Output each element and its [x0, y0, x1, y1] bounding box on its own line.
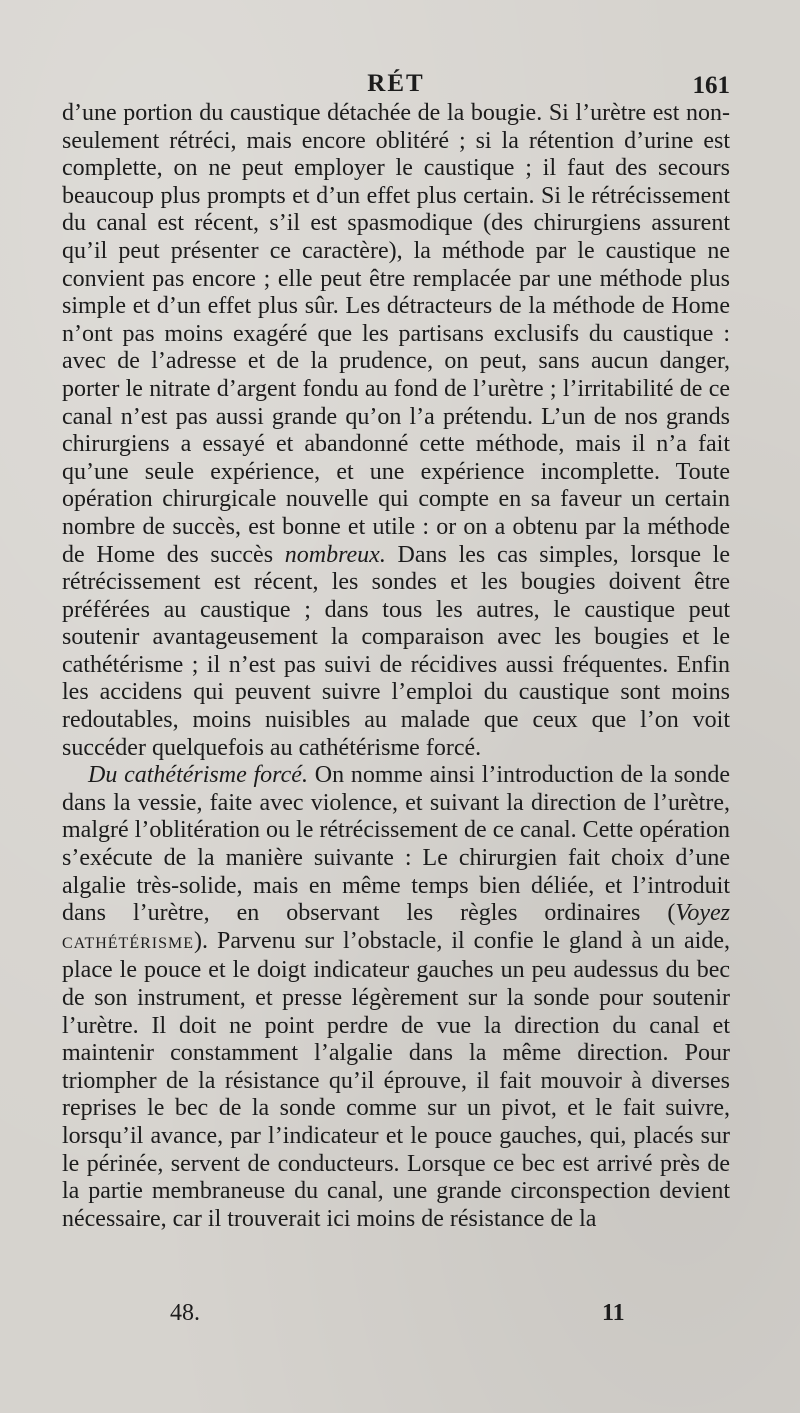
- paragraph-caustique: [62, 100, 730, 762]
- paragraph-text-continued: Dans les cas simples, lorsque le rétrécissement est récent, les sondes et les bougies doivent être préférées au caustique ; dans tous les autres, le caustique peut soutenir avantageusement la comparaison avec les bougies et le cathétérisme ; il n’est pas suivi de récidives aussi fréquentes. Enfin les accidens qui peuvent suivre l’emploi du caustique sont moins redoutables, moins nuisibles au malade que ceux que l’on voit succéder quelquefois au cathétérisme forcé.: [62, 541, 730, 761]
- running-head: [62, 70, 730, 100]
- volume-number: 48.: [170, 1300, 200, 1326]
- section-heading: Du cathétérisme forcé.: [88, 762, 308, 789]
- body-text: [62, 100, 730, 1233]
- running-title: RÉT: [367, 70, 425, 97]
- paragraph-text: On nomme ainsi l’introduction de la sonde dans la vessie, faite avec violence, et suivant la direction de l’urètre, malgré l’oblitération ou le rétrécissement de ce canal. Cette opération s’exécute de la manière suivante : Le chirurgien fait choix d’une algalie très-solide, mais en même temps bien déliée, et l’introduit dans l’urètre, en observant les règles ordinaires (: [62, 762, 730, 927]
- paragraph-text-continued: ). Parvenu sur l’obstacle, il confie le gland à un aide, place le pouce et le doigt indicateur gauches un peu audessus du bec de son instrument, et presse légèrement sur la sonde pour soutenir l’urètre. Il doit ne point perdre de vue la direction du canal et maintenir constamment l’algalie dans la même direction. Pour triompher de la résistance qu’il éprouve, il fait mouvoir à diverses reprises le bec de la sonde comme sur un pivot, et le fait suivre, lorsqu’il avance, par l’indicateur et le pouce gauches, qui, placés sur le périnée, servent de conducteurs. Lorsque ce bec est arrivé près de la partie membraneuse du canal, une grande circonspection devient nécessaire, car il trouverait ici moins de résistance de la: [62, 927, 730, 1232]
- emphasis-nombreux: nombreux.: [284, 541, 386, 568]
- signature-mark: 11: [602, 1300, 625, 1326]
- page-footer: [62, 1300, 730, 1330]
- voyez-label: Voyez: [675, 900, 730, 927]
- paragraph-catheterisme-force: [62, 762, 730, 1233]
- page-number: 161: [692, 72, 730, 99]
- paragraph-text: d’une portion du caustique détachée de la bougie. Si l’urètre est non-seulement rétréci, mais encore oblitéré ; si la rétention d’urine est complette, on ne peut employer le caustique ; il faut des secours beaucoup plus prompts et d’un effet plus certain. Si le rétrécissement du canal est récent, s’il est spasmodique (des chirurgiens assurent qu’il peut présenter ce caractère), la méthode par le caustique ne convient pas encore ; elle peut être remplacée par une méthode plus simple et d’un effet plus sûr. Les détracteurs de la méthode de Home n’ont pas moins exagéré que les partisans exclusifs du caustique : avec de l’adresse et de la prudence, on peut, sans aucun danger, porter le nitrate d’argent fondu au fond de l’urètre ; l’irritabilité de ce canal n’est pas aussi grande qu’on l’a prétendu. L’un de nos grands chirurgiens a essayé et abandonné cette méthode, mais il n’a fait qu’une seule expérience, et une expérience incomplette. Toute opération chirurgicale nouvelle qui compte en sa faveur un certain nombre de succès, est bonne et utile : or on a obtenu par la méthode de Home des succès: [62, 100, 730, 568]
- cross-reference: CATHÉTÉRISME: [62, 934, 194, 952]
